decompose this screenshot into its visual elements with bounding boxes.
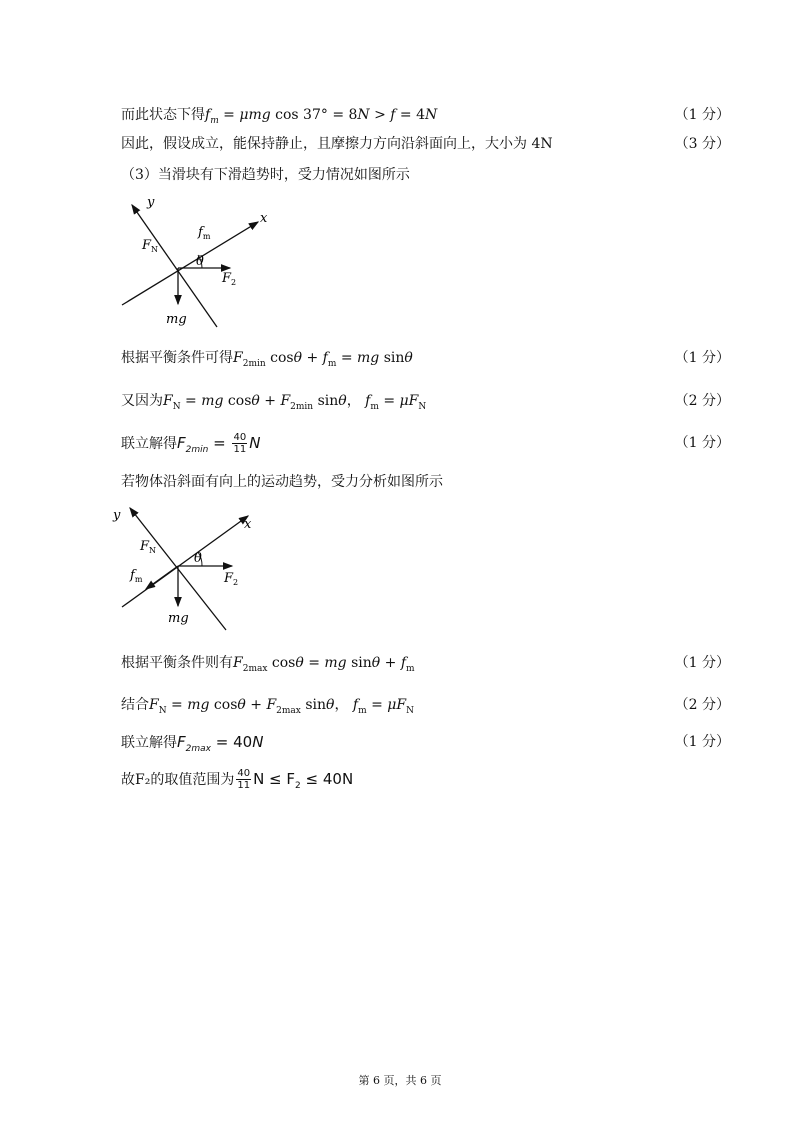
line11-equation: $\frac{40}{11}$ $N \le F_2 \le 40N$	[237, 768, 354, 791]
theta-label-2: θ	[194, 551, 202, 566]
line9-score: （2 分）	[674, 697, 730, 713]
y-axis-arrow	[132, 205, 217, 327]
text-line-11	[121, 766, 730, 792]
f2-label: $F_2$	[222, 271, 237, 287]
line1-score: （1 分）	[674, 107, 730, 123]
line10-prefix: 联立解得	[121, 735, 177, 751]
text-line-2	[121, 131, 730, 157]
x-label-2: x	[244, 517, 252, 532]
line5-equation: $F_N$ = mg $\cos\theta + F_{2min}$ sinθ， $f_m = \mu F_N$	[163, 393, 427, 412]
y-label-2: y	[113, 508, 121, 523]
mg-label-2: mg	[168, 611, 189, 626]
x-axis-arrow	[122, 222, 258, 305]
text-line-7	[121, 469, 730, 495]
text-line-3	[121, 162, 730, 188]
x-label: x	[260, 211, 268, 226]
line7-text: 若物体沿斜面有向上的运动趋势，受力分析如图所示	[121, 474, 443, 490]
line1-prefix: 而此状态下得	[121, 107, 205, 123]
line6-score: （1 分）	[674, 435, 730, 451]
line5-prefix: 又因为	[121, 393, 163, 409]
page-footer: 第 6 页，共 6 页	[358, 1074, 442, 1087]
fn-label-2: $F_N$	[140, 539, 157, 555]
line6-equation: $F_{2min}$ = $\frac{40}{11}$ N	[177, 432, 261, 455]
line5-score: （2 分）	[674, 393, 730, 409]
fm-label-2: $f_m$	[130, 568, 143, 584]
text-line-10	[121, 729, 730, 755]
text-line-5	[121, 388, 730, 414]
text-line-9	[121, 692, 730, 718]
mg-label: mg	[166, 312, 187, 327]
line4-score: （1 分）	[674, 350, 730, 366]
line6-prefix: 联立解得	[121, 436, 177, 452]
text-line-1	[121, 102, 730, 128]
line2-text: 因此，假设成立，能保持静止，且摩擦力方向沿斜面向上，大小为 4N	[121, 136, 553, 152]
fm-arrow-2	[146, 566, 178, 589]
line9-equation: $F_N$ = mg $\cos\theta + F_{2max}$ sinθ， $f_m = \mu F_N$	[149, 697, 414, 716]
y-label: y	[147, 195, 155, 210]
line9-prefix: 结合	[121, 697, 149, 713]
line3-text: （3）当滑块有下滑趋势时，受力情况如图所示	[121, 167, 410, 183]
force-diagram-sliding-up	[110, 502, 280, 637]
text-line-6	[121, 430, 730, 456]
text-line-8	[121, 650, 730, 676]
line8-prefix: 根据平衡条件则有	[121, 655, 233, 671]
line4-equation: $F_{2min}$ $\cos\theta + f_m$ = mg sinθ	[233, 350, 413, 369]
x-axis-arrow-2	[122, 516, 248, 607]
line2-score: （3 分）	[674, 136, 730, 152]
line4-prefix: 根据平衡条件可得	[121, 350, 233, 366]
fm-label: $f_m$	[198, 225, 211, 241]
theta-label: θ	[196, 254, 204, 269]
text-line-4	[121, 345, 730, 371]
line8-score: （1 分）	[674, 655, 730, 671]
line10-equation: $F_{2max} = 40N$	[177, 733, 264, 754]
line11-prefix: 故F₂的取值范围为	[121, 772, 235, 788]
force-diagram-sliding-down	[110, 192, 280, 337]
line10-score: （1 分）	[674, 734, 730, 750]
line8-equation: $F_{2max}$ cosθ = mg $\sin\theta + f_m$	[233, 655, 415, 674]
fn-label: $F_N$	[142, 238, 159, 254]
f2-label-2: $F_2$	[224, 571, 239, 587]
line1-equation: $f_m = \mu mg$ cos 37° = 8N > f = 4N	[205, 107, 438, 126]
